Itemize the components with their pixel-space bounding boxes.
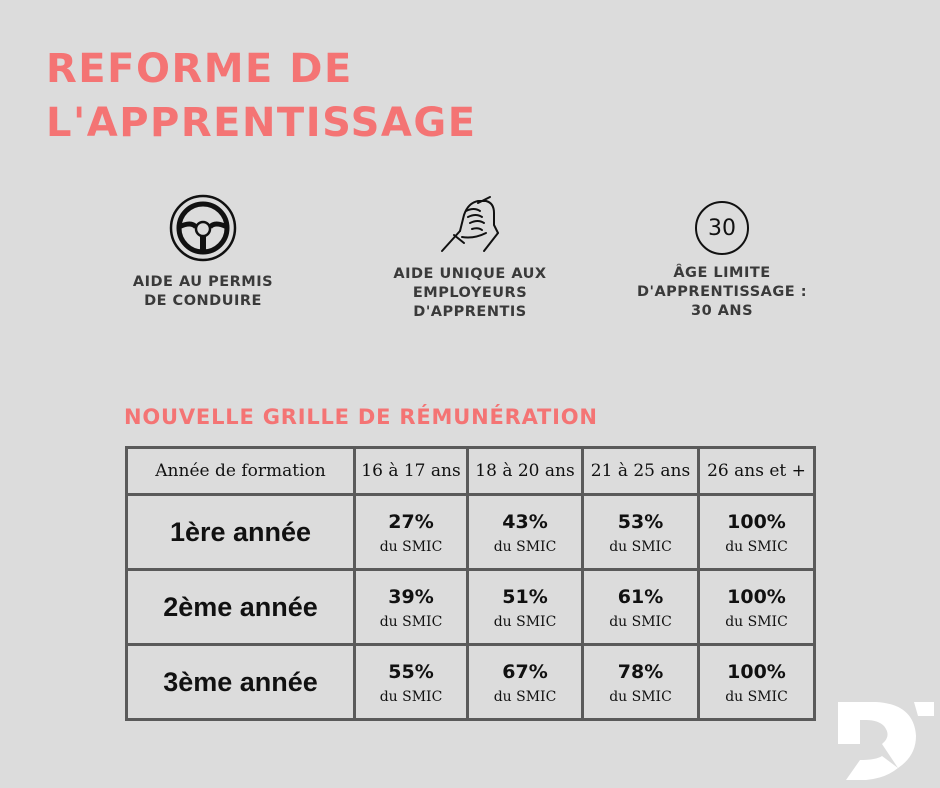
page-title <box>46 42 477 150</box>
table-row <box>127 495 815 570</box>
table-cell: 61% du SMIC <box>583 570 699 645</box>
feature-employer-aid <box>370 193 570 322</box>
table-cell: 53% du SMIC <box>583 495 699 570</box>
header-cell: Année de formation <box>127 448 355 495</box>
table-cell: 100% du SMIC <box>699 645 815 720</box>
table-cell: 55% du SMIC <box>355 645 468 720</box>
table-cell: 51% du SMIC <box>468 570 583 645</box>
table-cell: 78% du SMIC <box>583 645 699 720</box>
header-cell: 26 ans et + <box>699 448 815 495</box>
table-cell: 39% du SMIC <box>355 570 468 645</box>
header-cell: 21 à 25 ans <box>583 448 699 495</box>
table-header-row <box>127 448 815 495</box>
table-row <box>127 645 815 720</box>
title-line-1: REFORME DE <box>46 46 353 92</box>
table-cell: 27% du SMIC <box>355 495 468 570</box>
table-cell: 100% du SMIC <box>699 495 815 570</box>
steering-wheel-icon <box>168 248 238 267</box>
feature-age-limit <box>622 201 822 321</box>
header-cell: 16 à 17 ans <box>355 448 468 495</box>
row-label: 2ème année <box>127 570 355 645</box>
header-cell: 18 à 20 ans <box>468 448 583 495</box>
feature-label: AIDE AU PERMIS DE CONDUIRE <box>132 274 274 309</box>
brand-logo <box>836 698 936 788</box>
table-cell: 100% du SMIC <box>699 570 815 645</box>
feature-driving-license-aid <box>103 193 303 311</box>
feature-label: AIDE UNIQUE AUX EMPLOYEURS D'APPRENTIS <box>393 266 547 320</box>
handshake-icon <box>434 240 506 259</box>
table-cell: 67% du SMIC <box>468 645 583 720</box>
grid-title: NOUVELLE GRILLE DE RÉMUNÉRATION <box>124 405 598 429</box>
remuneration-table <box>125 446 816 721</box>
row-label: 1ère année <box>127 495 355 570</box>
title-line-2: L'APPRENTISSAGE <box>46 100 477 146</box>
row-label: 3ème année <box>127 645 355 720</box>
table-row <box>127 570 815 645</box>
feature-label: ÂGE LIMITE D'APPRENTISSAGE : 30 ANS <box>636 265 808 319</box>
table-cell: 43% du SMIC <box>468 495 583 570</box>
age-badge: 30 <box>695 201 749 255</box>
